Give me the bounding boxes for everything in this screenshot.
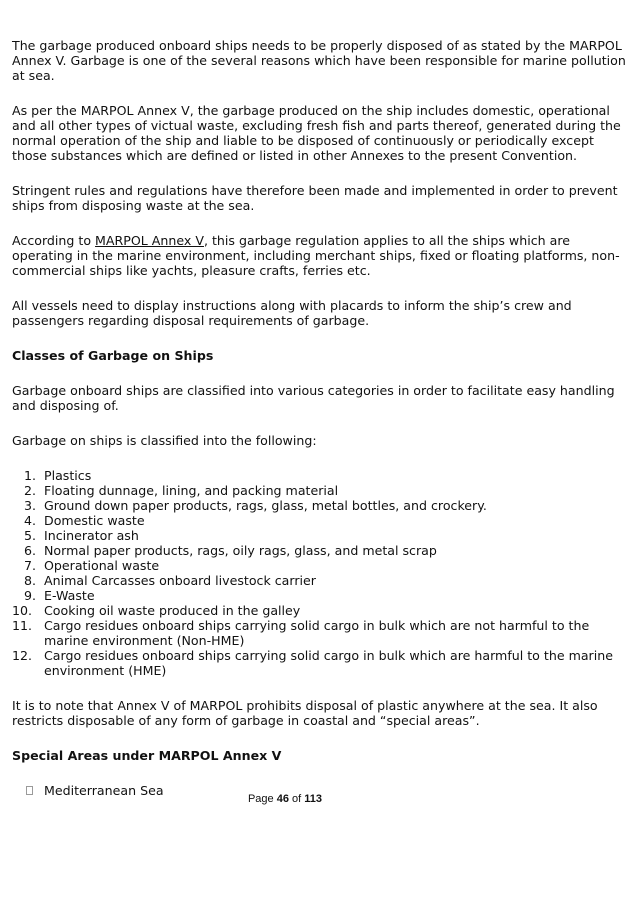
list-item-text: Cooking oil waste produced in the galley (44, 603, 301, 618)
list-item-text: Normal paper products, rags, oily rags, glass, and metal scrap (44, 543, 437, 558)
applicability-text-start: According to (12, 233, 96, 248)
list-item (12, 468, 628, 483)
applicability-paragraph (12, 233, 628, 278)
page-number-prefix: Page (247, 793, 277, 805)
classes-lead-paragraph: Garbage on ships is classified into the following: (12, 433, 317, 448)
garbage-classes-list (12, 468, 628, 678)
list-item (12, 588, 628, 603)
classes-intro-paragraph: Garbage onboard ships are classified into various categories in order to facilitate easy handling and disposing of. (12, 383, 615, 413)
list-item (12, 513, 628, 528)
list-item-text: Mediterranean Sea (44, 783, 164, 798)
list-item-text: Plastics (44, 468, 92, 483)
document-page (12, 38, 628, 798)
list-item (12, 528, 628, 543)
list-item-text: Floating dunnage, lining, and packing material (44, 483, 339, 498)
current-page: 46 (276, 793, 289, 805)
list-item-text: Cargo residues onboard ships carrying solid cargo in bulk which are harmful to the marine environment (HME) (44, 648, 613, 678)
list-item-text: Ground down paper products, rags, glass, metal bottles, and crockery. (44, 498, 487, 513)
list-number: 11. (12, 618, 33, 633)
list-number: 1. (24, 468, 37, 483)
list-number: 12. (12, 648, 33, 663)
list-item (12, 648, 628, 678)
placards-paragraph: All vessels need to display instructions along with placards to inform the ship’s crew and passengers regarding disposal requirements of garbage. (12, 298, 572, 328)
special-areas-heading: Special Areas under MARPOL Annex V (12, 748, 282, 763)
list-number: 7. (24, 558, 37, 573)
annex-definition-paragraph: As per the MARPOL Annex V, the garbage produced on the ship includes domestic, operational and all other types of victual waste, excluding fresh fish and parts thereof, generated during the normal operation of the ship and liable to be disposed of continuously or periodically except those substances which are defined or listed in other Annexes to the present Convention. (12, 103, 621, 163)
list-item (12, 543, 628, 558)
total-pages: 113 (304, 793, 323, 805)
intro-paragraph: The garbage produced onboard ships needs to be properly disposed of as stated by the MARPOL Annex V. Garbage is one of the several reasons which have been responsible for marine pollution at sea. (12, 38, 626, 83)
regulations-paragraph: Stringent rules and regulations have therefore been made and implemented in order to prevent ships from disposing waste at the sea. (12, 183, 618, 213)
marpol-annex-v-link[interactable]: MARPOL Annex V (95, 233, 204, 248)
list-item-text: Cargo residues onboard ships carrying solid cargo in bulk which are not harmful to the marine environment (Non-HME) (44, 618, 590, 648)
page-number-middle: of (288, 793, 305, 805)
list-number: 8. (24, 573, 37, 588)
list-item (12, 498, 628, 513)
list-item-text: Domestic waste (44, 513, 145, 528)
list-item (12, 573, 628, 588)
list-number: 5. (24, 528, 37, 543)
list-item-text: Incinerator ash (44, 528, 139, 543)
applicability-text-end: , this garbage regulation applies to all the ships which are operating in the marine environment, including merchant ships, fixed or floating platforms, non-commercial ships like yachts, pleasure crafts, ferries etc. (12, 233, 620, 278)
list-number: 6. (24, 543, 37, 558)
list-item (12, 603, 628, 618)
list-item (12, 483, 628, 498)
list-item (12, 618, 628, 648)
list-item-text: E-Waste (44, 588, 95, 603)
list-item (12, 558, 628, 573)
list-item-text: Animal Carcasses onboard livestock carrier (44, 573, 316, 588)
list-number: 9. (24, 588, 37, 603)
list-number: 3. (24, 498, 37, 513)
list-number: 2. (24, 483, 37, 498)
list-number: 4. (24, 513, 37, 528)
page-number (0, 793, 570, 805)
plastic-note-paragraph: It is to note that Annex V of MARPOL prohibits disposal of plastic anywhere at the sea. It also restricts disposable of any form of garbage in coastal and “special areas”. (12, 698, 598, 728)
list-item-text: Operational waste (44, 558, 160, 573)
classes-heading: Classes of Garbage on Ships (12, 348, 214, 363)
list-number: 10. (12, 603, 33, 618)
